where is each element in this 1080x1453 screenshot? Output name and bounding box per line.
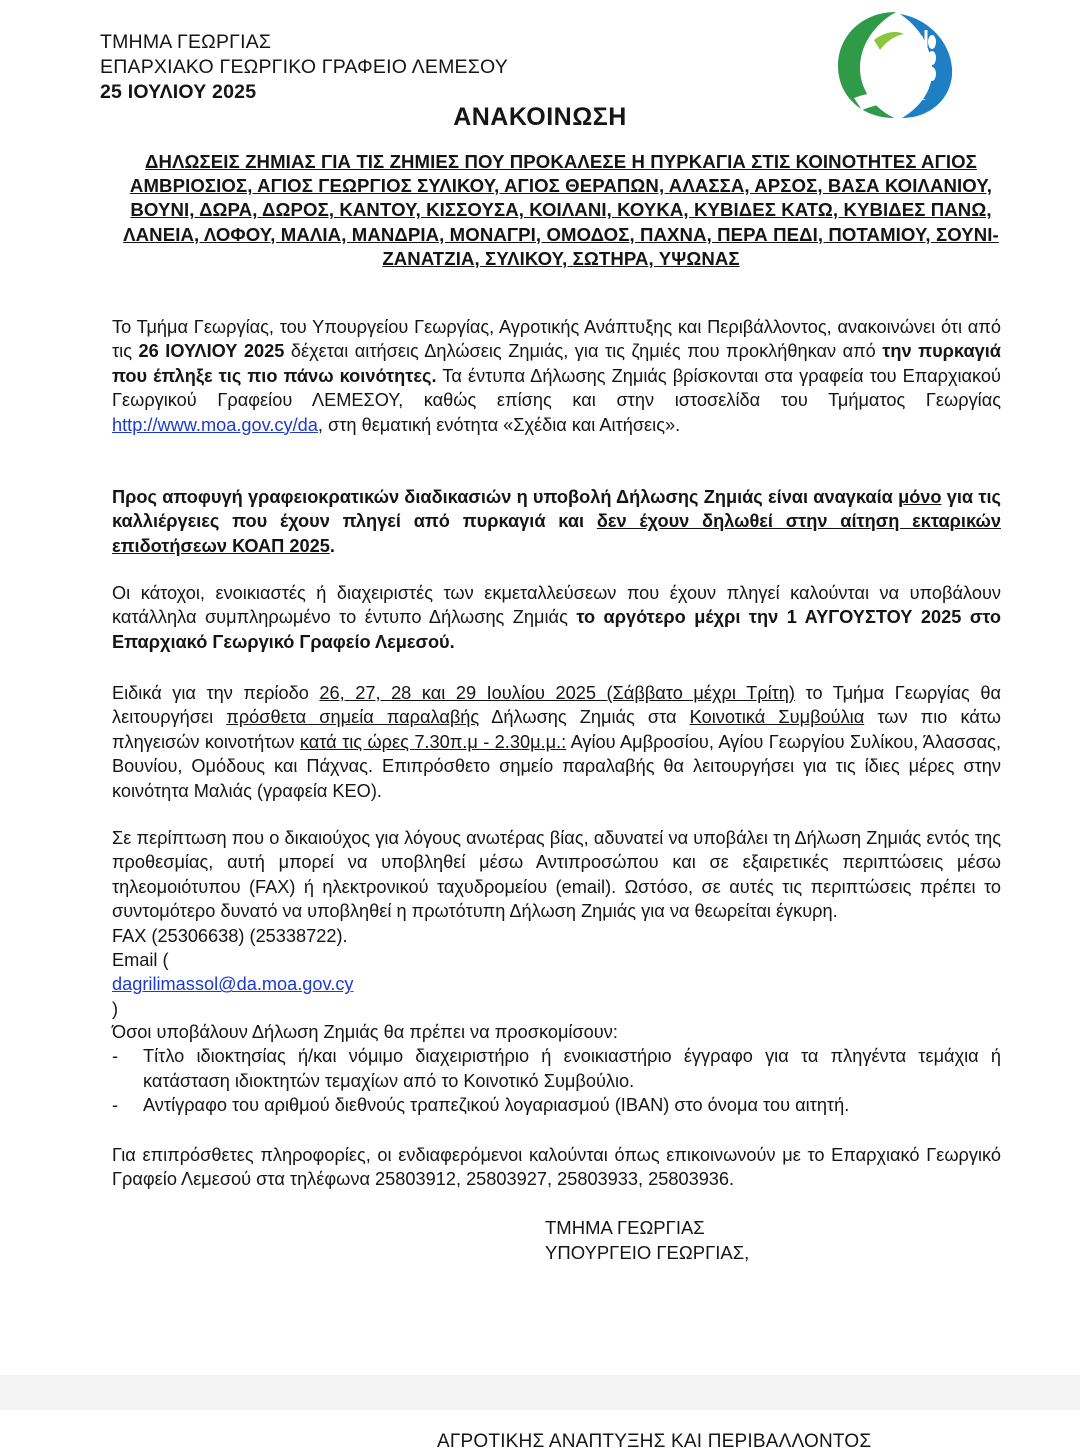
email-link[interactable]: dagrilimassol@da.moa.gov.cy xyxy=(112,974,354,995)
paragraph-intro: Το Τμήμα Γεωργίας, του Υπουργείου Γεωργίας, Αγροτικής Ανάπτυξης και Περιβάλλοντος, ανακοινώνει ότι από τις 26 ΙΟΥΛΙΟΥ 2025 δέχεται αιτήσεις Δηλώσεις Ζημιάς, για τις ζημιές που προκλήθηκαν από την πυρκαγιά που έπληξε τις πιο πάνω κοινότητες. Τα έντυπα Δήλωσης Ζημιάς βρίσκονται στα γραφεία του Επαρχιακού Γεωργικού Γραφείου ΛΕΜΕΣΟΥ, καθώς επίσης και στην ιστοσελίδα του Τμήματος Γεωργίας http://www.moa.gov.cy/da, στη θεματική ενότητα «Σχέδια και Αιτήσεις». xyxy=(112,317,1001,435)
paragraph-contact-info: Για επιπρόσθετες πληροφορίες, οι ενδιαφερόμενοι καλούνται όπως επικοινωνούν με το Επαρχιακό Γεωργικό Γραφείο Λεμεσού στα τηλέφωνα 25803912, 25803927, 25803933, 25803936. xyxy=(112,1145,1001,1190)
document-date: 25 ΙΟΥΛΙΟΥ 2025 xyxy=(100,81,257,103)
signature-line-2: ΥΠΟΥΡΓΕΙΟ ΓΕΩΡΓΙΑΣ, xyxy=(545,1242,750,1263)
required-documents-intro: Όσοι υποβάλουν Δήλωση Ζημιάς θα πρέπει να προσκομίσουν: xyxy=(112,1022,618,1042)
fax-numbers: FAX (25306638) (25338722). xyxy=(112,925,348,946)
office-name: ΕΠΑΡΧΙΑΚΟ ΓΕΩΡΓΙΚΟ ΓΡΑΦΕΙΟ ΛΕΜΕΣΟΥ xyxy=(100,56,508,78)
signature-line-1: ΤΜΗΜΑ ΓΕΩΡΓΙΑΣ xyxy=(545,1217,705,1238)
moa-website-link[interactable]: http://www.moa.gov.cy/da xyxy=(112,414,318,435)
next-page-preview xyxy=(0,1410,1080,1452)
page-separator xyxy=(0,1375,1080,1410)
list-item: - Αντίγραφο του αριθμού διεθνούς τραπεζικού λογαριασμού (IBAN) στο όνομα του αιτητή. xyxy=(112,1095,850,1116)
paragraph-required-documents xyxy=(112,1020,1001,1118)
letterhead xyxy=(100,30,508,105)
department-name: ΤΜΗΜΑ ΓΕΩΡΓΙΑΣ xyxy=(100,31,272,53)
force-majeure-text: Σε περίπτωση που ο δικαιούχος για λόγους ανωτέρας βίας, αδυνατεί να υποβάλει τη Δήλωση Ζημιάς εντός της προθεσμίας, αυτή μπορεί να υποβληθεί μέσω Αντιπροσώπου και σε εξαιρετικές περιπτώσεις μέσω τηλεομοιότυπου (FAX) ή ηλεκτρονικού ταχυδρομείου (email). Ωστόσο, σε αυτές τις περιπτώσεις πρέπει το συντομότερο δυνατό να υποβληθεί η πρωτότυπη Δήλωση Ζημιάς για να θεωρείται έγκυρη. xyxy=(112,828,1001,922)
document-subject: ΔΗΛΩΣΕΙΣ ΖΗΜΙΑΣ ΓΙΑ ΤΙΣ ΖΗΜΙΕΣ ΠΟΥ ΠΡΟΚΑΛΕΣΕ Η ΠΥΡΚΑΓΙΑ ΣΤΙΣ ΚΟΙΝΟΤΗΤΕΣ ΑΓΙΟΣ ΑΜΒΡΙΟΣΙΟΣ, ΑΓΙΟΣ ΓΕΩΡΓΙΟΣ ΣΥΛΙΚΟΥ, ΑΓΙΟΣ ΘΕΡΑΠΩΝ, ΑΛΑΣΣΑ, ΑΡΣΟΣ, ΒΑΣΑ ΚΟΙΛΑΝΙΟΥ, ΒΟΥΝΙ, ΔΩΡΑ, ΔΩΡΟΣ, ΚΑΝΤΟΥ, ΚΙΣΣΟΥΣΑ, ΚΟΙΛΑΝΙ, ΚΟΥΚΑ, ΚΥΒΙΔΕΣ ΚΑΤΩ, ΚΥΒΙΔΕΣ ΠΑΝΩ, ΛΑΝΕΙΑ, ΛΟΦΟΥ, ΜΑΛΙΑ, ΜΑΝΔΡΙΑ, ΜΟΝΑΓΡΙ, ΟΜΟΔΟΣ, ΠΑΧΝΑ, ΠΕΡΑ ΠΕΔΙ, ΠΟΤΑΜΙΟΥ, ΣΟΥΝΙ- ΖΑΝΑΤΖΙΑ, ΣΥΛΙΚΟΥ, ΣΩΤΗΡΑ, ΥΨΩΝΑΣ xyxy=(123,151,999,269)
paragraph-collection-points: Ειδικά για την περίοδο 26, 27, 28 και 29 Ιουλίου 2025 (Σάββατο μέχρι Τρίτη) το Τμήμα Γεωργίας θα λειτουργήσει πρόσθετα σημεία παραλαβής Δήλωσης Ζημιάς στα Κοινοτικά Συμβούλια των πιο κάτω πληγεισών κοινοτήτων κατά τις ώρες 7.30π.μ - 2.30μ.μ.: Αγίου Αμβροσίου, Αγίου Γεωργίου Συλίκου, Άλασσας, Βουνίου, Ομόδους και Πάχνας. Επιπρόσθετο σημείο παραλαβής θα λειτουργήσει για τις ίδιες μέρες στην κοινότητα Μαλιάς (γραφεία ΚΕΟ). xyxy=(112,683,1001,801)
list-item: - Τίτλο ιδιοκτησίας ή/και νόμιμο διαχειριστήριο ή ενοικιαστήριο έγγραφο για τα πληγέντα τεμάχια ή κατάσταση ιδιοκτητών τεμαχίων από το Κοινοτικό Συμβούλιο. xyxy=(112,1046,1001,1091)
paragraph-deadline: Οι κάτοχοι, ενοικιαστές ή διαχειριστές των εκμεταλλεύσεων που έχουν πληγεί καλούνται να υποβάλουν κατάλληλα συμπληρωμένο το έντυπο Δήλωσης Ζημιάς το αργότερο μέχρι την 1 ΑΥΓΟΥΣΤΟΥ 2025 στο Επαρχιακό Γεωργικό Γραφείο Λεμεσού. xyxy=(112,583,1002,652)
email-line: Email ( dagrilimassol@da.moa.gov.cy ) xyxy=(112,950,354,1019)
next-page-text: ΑΓΡΟΤΙΚΗΣ ΑΝΑΠΤΥΞΗΣ ΚΑΙ ΠΕΡΙΒΑΛΛΟΝΤΟΣ xyxy=(437,1431,872,1452)
paragraph-eligibility: Προς αποφυγή γραφειοκρατικών διαδικασιών η υποβολή Δήλωσης Ζημιάς είναι αναγκαία μόνο για τις καλλιέργειες που έχουν πληγεί από πυρκαγιά και δεν έχουν δηλωθεί στην αίτηση εκταρικών επιδοτήσεων ΚΟΑΠ 2025. xyxy=(112,487,1001,556)
signature-block xyxy=(545,1215,749,1265)
required-documents-list xyxy=(112,1044,1001,1117)
paragraph-force-majeure xyxy=(112,826,1001,1021)
document-title: ΑΝΑΚΟΙΝΩΣΗ xyxy=(453,103,627,131)
